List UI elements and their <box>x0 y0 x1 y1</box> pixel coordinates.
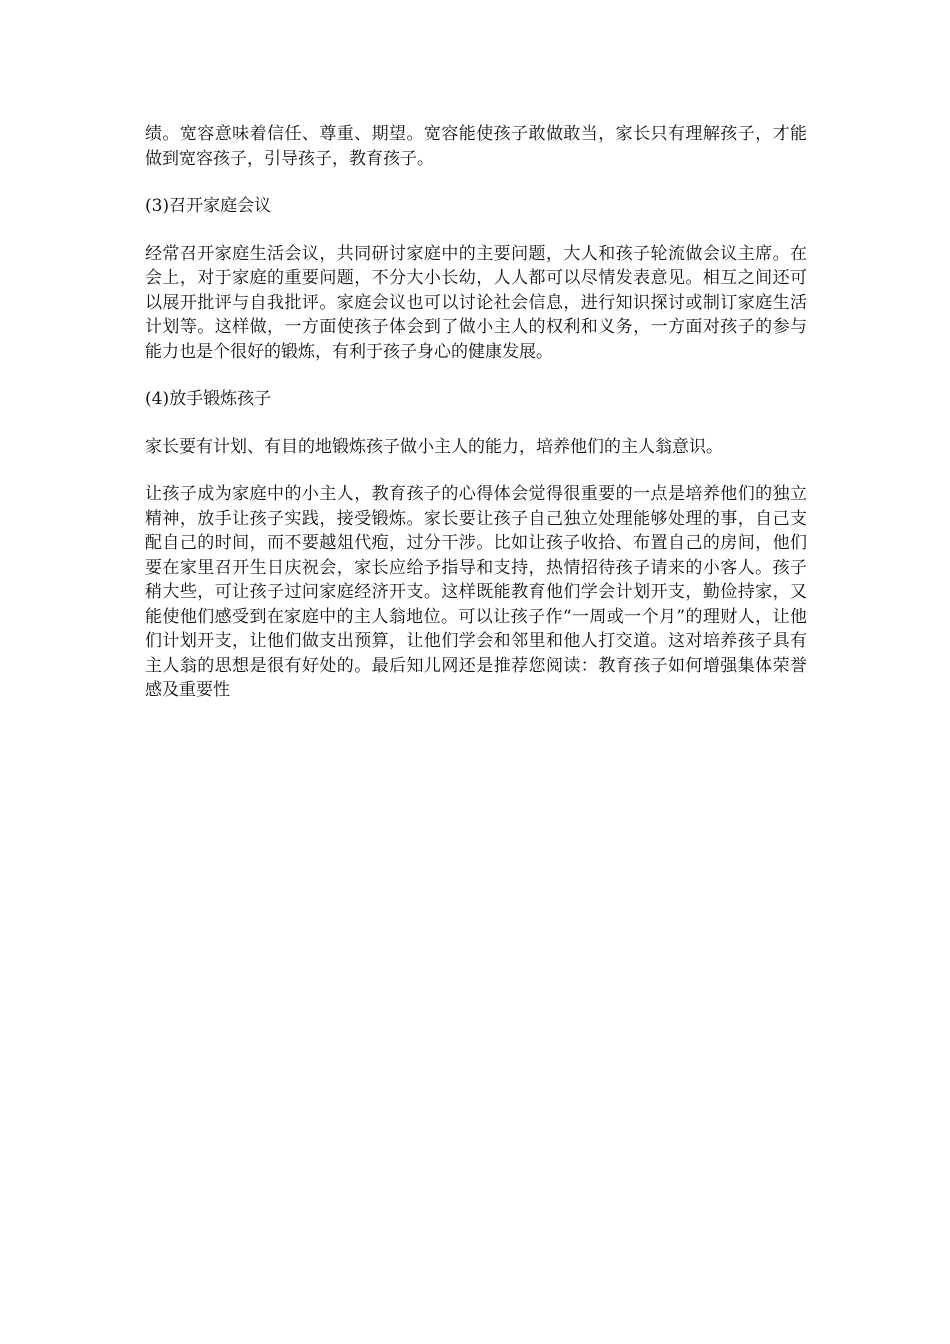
document-body <box>145 122 807 726</box>
paragraph-little-master: 让孩子成为家庭中的小主人，教育孩子的心得体会觉得很重要的一点是培养他们的独立精神，放手让孩子实践，接受锻炼。家长要让孩子自己独立处理能够处理的事，自己支配自己的时间，而不要越俎代疱，过分干涉。比如让孩子收拾、布置自己的房间，他们要在家里召开生日庆祝会，家长应给予指导和支持，热情招待孩子请来的小客人。孩子稍大些，可让孩子过问家庭经济开支。这样既能教育他们学会计划开支，勤俭持家，又能使他们感受到在家庭中的主人翁地位。可以让孩子作“一周或一个月”的理财人，让他们计划开支，让他们做支出预算，让他们学会和邻里和他人打交道。这对培养孩子具有主人翁的思想是很有好处的。最后知儿网还是推荐您阅读：教育孩子如何增强集体荣誉感及重要性 <box>145 484 807 700</box>
heading-let-go-train: (4)放手锻炼孩子 <box>145 389 272 409</box>
paragraph-tolerance: 绩。宽容意味着信任、尊重、期望。宽容能使孩子敢做敢当，家长只有理解孩子，才能做到宽容孩子，引导孩子，教育孩子。 <box>145 124 807 169</box>
heading-family-meeting: (3)召开家庭会议 <box>145 196 272 216</box>
paragraph-plan-train: 家长要有计划、有目的地锻炼孩子做小主人的能力，培养他们的主人翁意识。 <box>145 436 723 457</box>
paragraph-family-meeting: 经常召开家庭生活会议，共同研讨家庭中的主要问题，大人和孩子轮流做会议主席。在会上，对于家庭的重要问题，不分大小长幼，人人都可以尽情发表意见。相互之间还可以展开批评与自我批评。家庭会议也可以讨论社会信息，进行知识探讨或制订家庭生活计划等。这样做，一方面使孩子体会到了做小主人的权利和义务，一方面对孩子的参与能力也是个很好的锻炼，有利于孩子身心的健康发展。 <box>145 243 807 362</box>
